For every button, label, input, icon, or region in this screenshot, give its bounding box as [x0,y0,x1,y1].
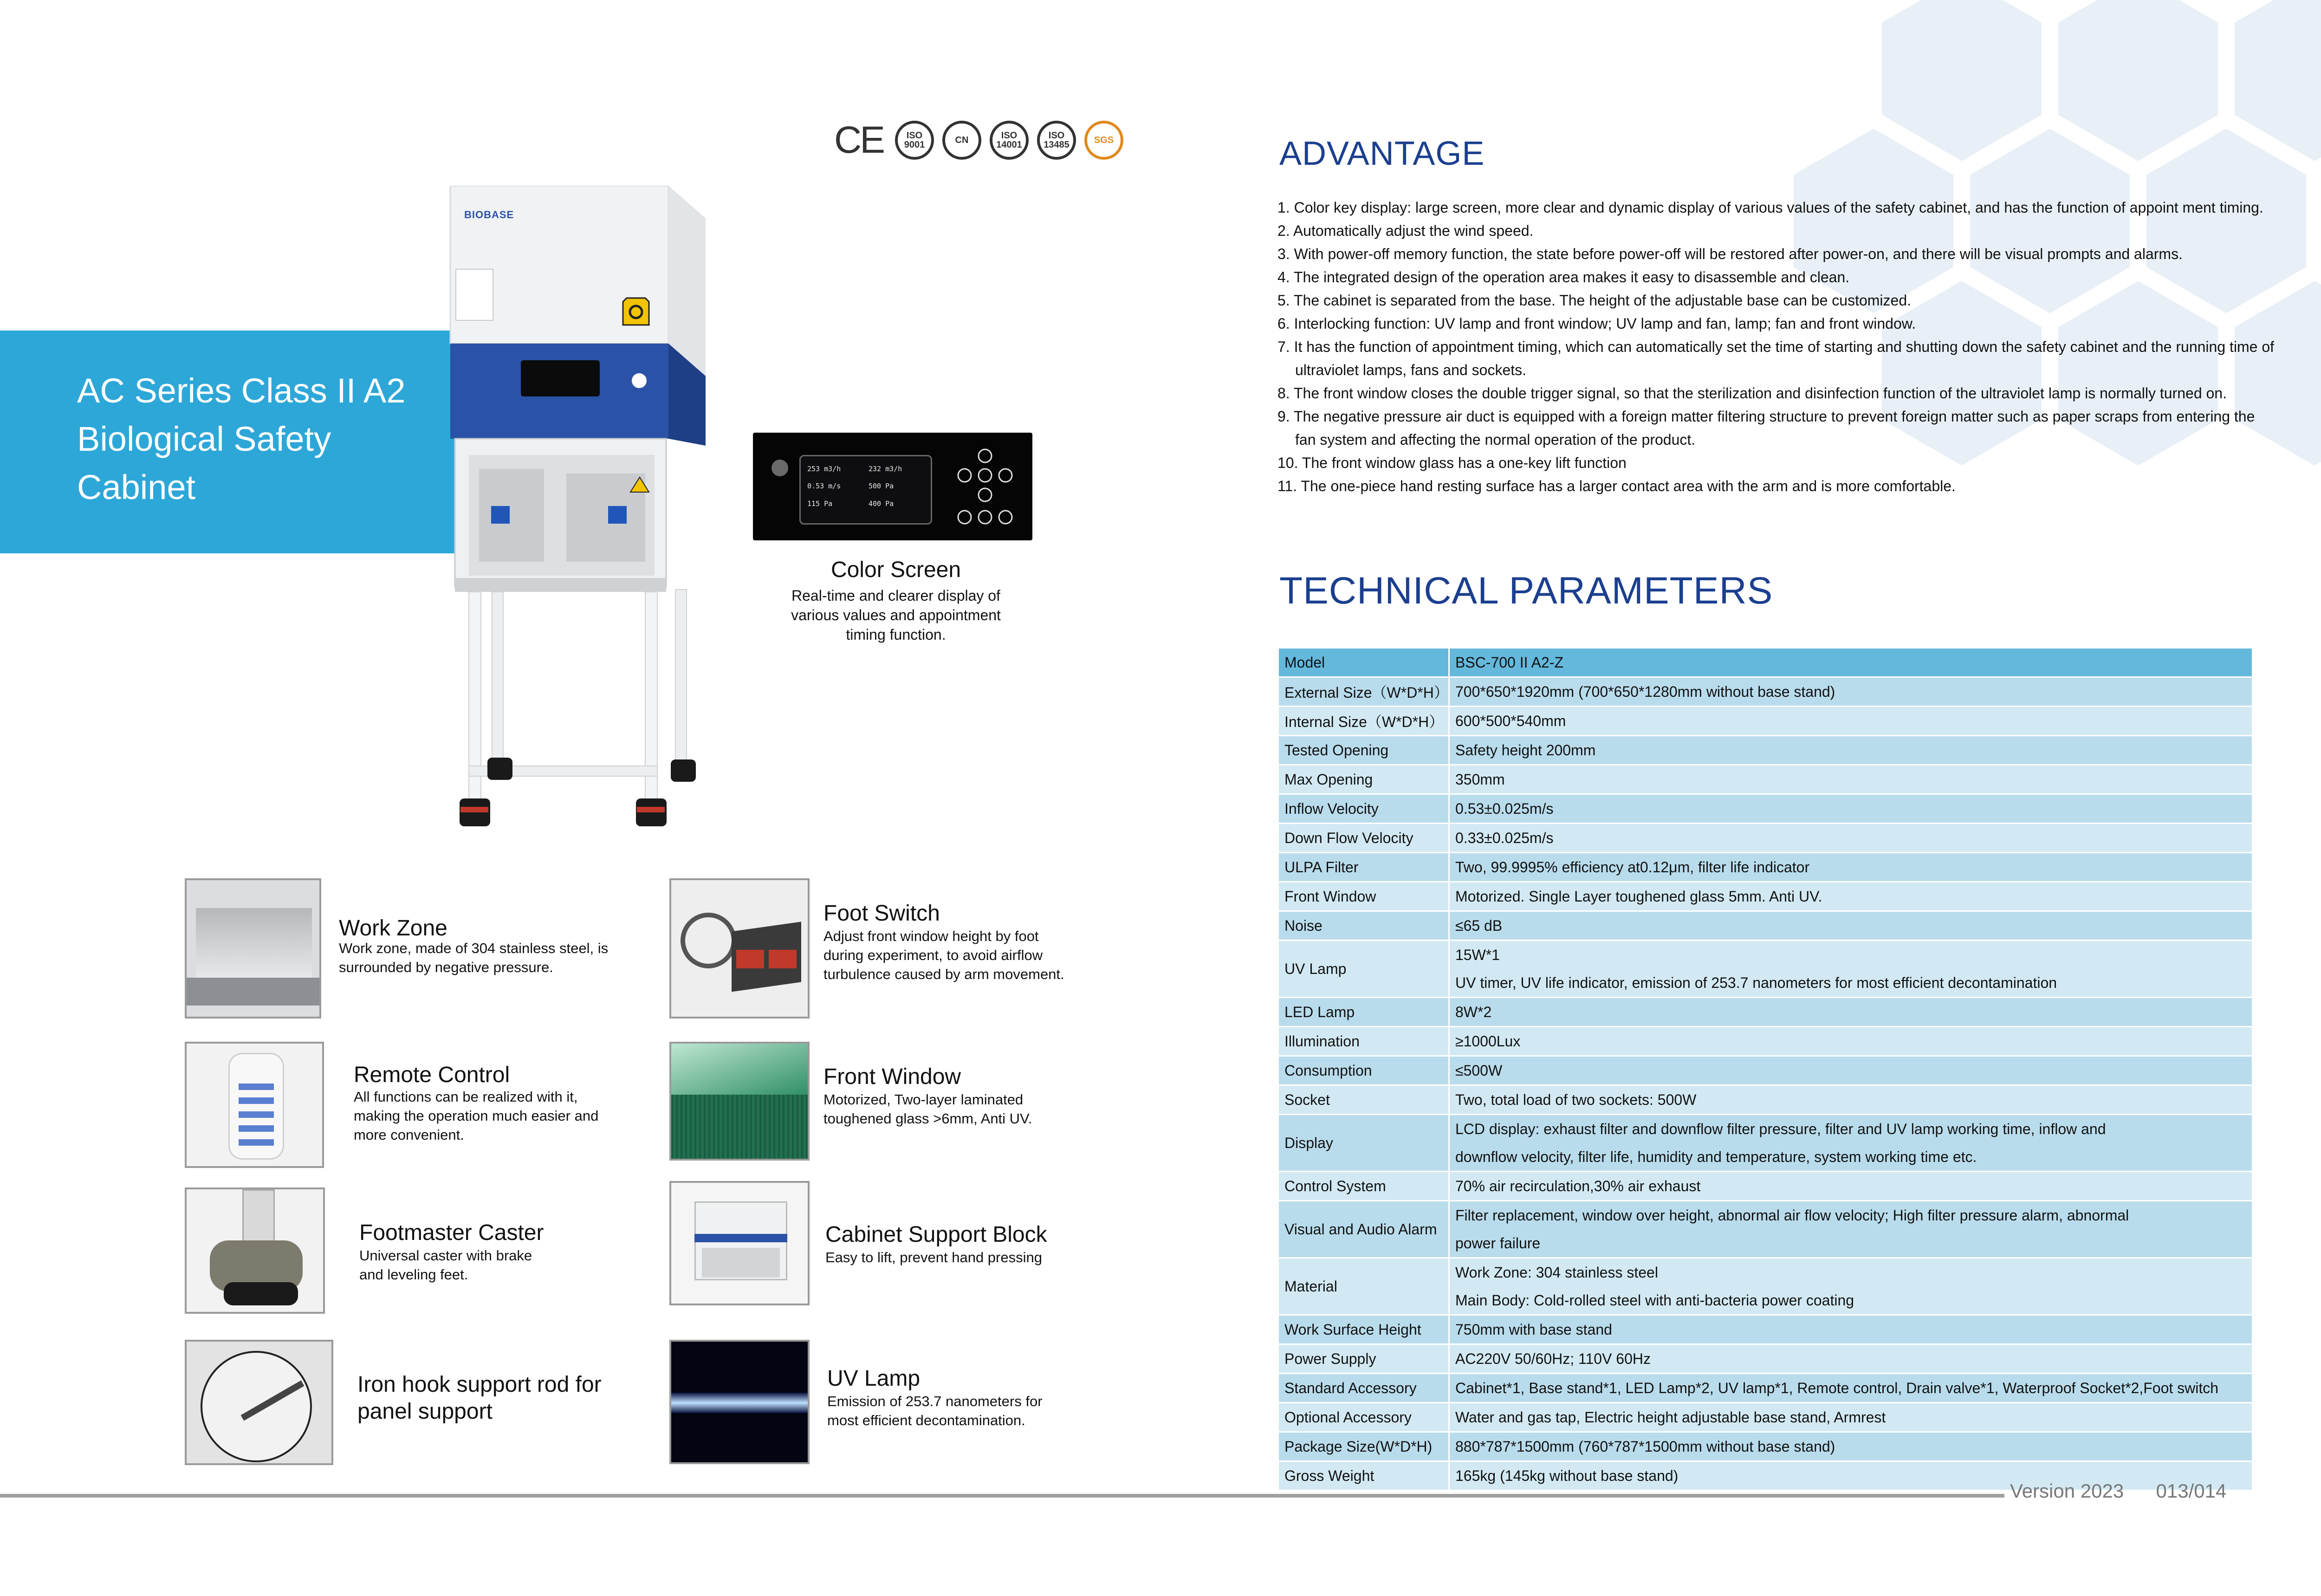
indicator-dot-icon [772,460,788,476]
advantage-item: 4. The integrated design of the operation area makes it easy to disassemble and clean. [1277,269,1850,285]
param-value-line: Main Body: Cold-rolled steel with anti-bacteria power coating [1455,1292,1854,1309]
param-value-line: 15W*1 [1455,947,1500,963]
feature-desc: Adjust front window height by foot during experiment, to avoid airflow turbulence caused by arm movement. [823,928,1064,982]
param-value [1449,1344,2253,1374]
param-label: Optional Accessory [1278,1403,1449,1432]
param-row [1278,941,2253,998]
lcd-readout: 232 m3/h [869,465,902,473]
feature-desc: Emission of 253.7 nanometers for most efficient decontamination. [827,1393,1043,1428]
param-label: Visual and Audio Alarm [1278,1201,1449,1258]
param-value [1449,1315,2253,1344]
front-window-image [669,1042,810,1161]
feature-desc: Work zone, made of 304 stainless steel, is surrounded by negative pressure. [339,940,609,975]
advantage-item: 3. With power-off memory function, the state before power-off will be restored after power-on, and there will be visual prompts and alarms. [1277,246,2183,262]
feature-title: Remote Control [354,1063,510,1087]
advantage-item: 8. The front window closes the double trigger signal, so that the sterilization and disinfection function of the ultraviolet lamp is normally turned on. [1277,385,2227,402]
param-label: Control System [1278,1172,1449,1201]
param-label: Tested Opening [1278,736,1449,765]
param-value-line: 8W*2 [1455,1004,1492,1020]
advantage-item: 6. Interlocking function: UV lamp and front window; UV lamp and fan, lamp; fan and front window. [1277,315,1916,332]
param-value [1449,1115,2253,1172]
param-label: ULPA Filter [1278,853,1449,882]
advantage-item: 1. Color key display: large screen, more clear and dynamic display of various values of the safety cabinet, and has the function of appoint ment timing. [1277,199,2263,216]
param-row [1278,882,2253,911]
param-value [1449,911,2253,941]
param-row [1278,1403,2253,1432]
advantage-item: 10. The front window glass has a one-key lift function [1277,454,1627,471]
param-value [1449,765,2253,794]
param-value [1449,882,2253,911]
param-row [1278,998,2253,1027]
param-value [1449,1374,2253,1403]
advantage-list [1277,196,2276,498]
param-row [1278,736,2253,765]
param-value [1449,1201,2253,1258]
param-row [1278,1172,2253,1201]
advantage-item: 2. Automatically adjust the wind speed. [1277,222,1534,239]
param-value [1449,707,2253,736]
param-row [1278,1201,2253,1258]
color-screen-title: Color Screen [830,558,961,582]
param-value-line: LCD display: exhaust filter and downflow filter pressure, filter and UV lamp working time, inflow and [1455,1121,2106,1137]
param-label: Illumination [1278,1027,1449,1056]
param-value-line: ≥1000Lux [1455,1033,1521,1050]
feature-title: Iron hook support rod for panel support [357,1372,602,1424]
title-line-2: Biological Safety [77,420,331,458]
feature-title: UV Lamp [827,1366,921,1391]
param-row [1278,824,2253,853]
iso13485-seal-icon: ISO 13485 [1037,121,1076,160]
param-label: Down Flow Velocity [1278,824,1449,853]
param-row [1278,765,2253,794]
feature-title: Footmaster Caster [359,1220,544,1245]
support-block-image [669,1181,810,1305]
color-screen-desc: Real-time and clearer display of various values and appointment timing function. [791,587,1001,643]
param-row [1278,1027,2253,1056]
certification-logos [831,117,1123,163]
uv-lamp-image [669,1340,810,1464]
feature-title: Front Window [823,1064,961,1089]
version-text: Version 2023 [2010,1480,2124,1502]
param-row [1278,1432,2253,1461]
param-label: Max Opening [1278,765,1449,794]
param-value [1449,1258,2253,1315]
page-numbers: 013/014 [2156,1480,2227,1502]
param-row [1278,1115,2253,1172]
param-value [1449,1432,2253,1461]
param-value [1449,677,2253,707]
product-title [77,367,405,512]
param-row [1278,648,2253,677]
param-label: Standard Accessory [1278,1374,1449,1403]
param-value [1449,1403,2253,1432]
param-value-line: ≤500W [1455,1062,1503,1079]
param-row [1278,1374,2253,1403]
iron-hook-image [185,1340,333,1465]
advantage-item: 11. The one-piece hand resting surface has a larger contact area with the arm and is more comfortable. [1277,478,1956,494]
advantage-item: 9. The negative pressure air duct is equipped with a foreign matter filtering structure to prevent foreign matter such as paper scraps from entering the fan system and affecting the normal operation of the product. [1277,408,2255,448]
param-value [1449,736,2253,765]
param-label: Noise [1278,911,1449,941]
param-value-line: 600*500*540mm [1455,713,1566,729]
footer-divider [0,1494,2004,1498]
cn-quality-seal-icon: CN [942,121,981,160]
param-value-line: 350mm [1455,771,1505,788]
param-label: Package Size(W*D*H) [1278,1432,1449,1461]
lcd-readout: 500 Pa [869,482,894,491]
param-value-line: 750mm with base stand [1455,1321,1612,1338]
param-value-line: Safety height 200mm [1455,742,1596,759]
feature-title: Cabinet Support Block [825,1222,1047,1247]
param-value [1449,794,2253,824]
brand-logo: BIOBASE [464,209,514,221]
param-label: Consumption [1278,1056,1449,1085]
param-value-line: AC220V 50/60Hz; 110V 60Hz [1455,1350,1651,1367]
feature-desc: Easy to lift, prevent hand pressing [825,1249,1042,1265]
param-value-line: downflow velocity, filter life, humidity and temperature, system working time etc. [1455,1148,1977,1165]
param-label: External Size（W*D*H） [1278,677,1449,707]
param-value [1449,941,2253,998]
param-label: UV Lamp [1278,941,1449,998]
advantage-heading: ADVANTAGE [1279,135,1485,172]
iso9001-seal-icon: ISO 9001 [895,121,934,160]
param-value-line: power failure [1455,1235,1541,1252]
param-label: Work Surface Height [1278,1315,1449,1344]
param-label: Front Window [1278,882,1449,911]
param-label: Gross Weight [1278,1461,1449,1491]
param-row [1278,1085,2253,1115]
param-label: Model [1278,648,1449,677]
lcd-screen [799,455,932,525]
param-value-line: Cabinet*1, Base stand*1, LED Lamp*2, UV lamp*1, Remote control, Drain valve*1, Waterproof Socket*2,Foot switch [1455,1380,2219,1396]
param-value-line: Work Zone: 304 stainless steel [1455,1264,1658,1281]
remote-control-image [185,1042,324,1168]
feature-title: Work Zone [339,916,447,941]
param-row [1278,1315,2253,1344]
param-value-line: Motorized. Single Layer toughened glass 5mm. Anti UV. [1455,888,1822,905]
param-label: Internal Size（W*D*H） [1278,707,1449,736]
feature-desc: All functions can be realized with it, making the operation much easier and more convenient. [354,1089,599,1143]
param-value-line: 880*787*1500mm (760*787*1500mm without base stand) [1455,1438,1835,1455]
footer-version [2010,1480,2226,1502]
param-row [1278,1258,2253,1315]
title-line-1: AC Series Class II A2 [77,371,406,410]
param-value-line: 0.53±0.025m/s [1455,800,1554,817]
param-value [1449,1085,2253,1115]
param-value-line: Two, 99.9995% efficiency at0.12μm, filter life indicator [1455,859,1810,876]
param-value [1449,998,2253,1027]
lcd-readout: 253 m3/h [807,465,841,473]
param-value-line: UV timer, UV life indicator, emission of 253.7 nanometers for most efficient decontamination [1455,974,2057,991]
iso14001-seal-icon: ISO 14001 [990,121,1029,160]
param-value-line: Water and gas tap, Electric height adjustable base stand, Armrest [1455,1409,1886,1426]
panel-buttons-icon [943,442,1027,535]
work-zone-image [185,878,321,1019]
param-label: Inflow Velocity [1278,794,1449,824]
caster-image [185,1187,325,1314]
param-row [1278,1056,2253,1085]
param-row [1278,794,2253,824]
param-value-line: 70% air recirculation,30% air exhaust [1455,1178,1701,1194]
feature-desc: Universal caster with brake and leveling feet. [359,1247,532,1283]
param-row [1278,1344,2253,1374]
tech-params-table [1277,647,2253,1491]
param-row [1278,707,2253,736]
param-value-line: Two, total load of two sockets: 500W [1455,1091,1697,1108]
param-row [1278,677,2253,707]
param-value-line: BSC-700 II A2-Z [1455,654,1563,671]
param-value-line: ≤65 dB [1455,917,1503,934]
param-value [1449,1172,2253,1201]
param-value [1449,824,2253,853]
lcd-readout: 400 Pa [869,499,894,508]
param-value-line: 700*650*1920mm (700*650*1280mm without base stand) [1455,683,1835,700]
advantage-item: 7. It has the function of appointment timing, which can automatically set the time of starting and shutting down the safety cabinet and the running time of ultraviolet lamps, fans and sockets. [1277,338,2275,378]
feature-title: Foot Switch [823,901,940,926]
ce-mark-icon: CE [834,119,883,161]
param-value [1449,1027,2253,1056]
feature-desc: Motorized, Two-layer laminated toughened glass >6mm, Anti UV. [823,1091,1032,1127]
param-label: Power Supply [1278,1344,1449,1374]
param-value-line: 165kg (145kg without base stand) [1455,1467,1679,1484]
param-label: Socket [1278,1085,1449,1115]
param-label: Display [1278,1115,1449,1172]
tech-params-heading: TECHNICAL PARAMETERS [1279,570,1773,612]
cabinet-image [441,186,738,863]
param-label: LED Lamp [1278,998,1449,1027]
color-screen-image [753,433,1032,540]
param-value [1449,1056,2253,1085]
param-value [1449,648,2253,677]
lcd-readout: 0.53 m/s [807,482,841,491]
lcd-readout: 115 Pa [807,499,833,508]
param-value-line: Filter replacement, window over height, abnormal air flow velocity; High filter pressure alarm, abnormal [1455,1207,2129,1224]
param-label: Material [1278,1258,1449,1315]
param-row [1278,853,2253,882]
foot-switch-image [669,878,810,1019]
advantage-item: 5. The cabinet is separated from the base. The height of the adjustable base can be customized. [1277,292,1912,309]
param-row [1278,911,2253,941]
param-value [1449,853,2253,882]
title-line-3: Cabinet [77,468,196,506]
sgs-seal-icon: SGS [1084,121,1123,160]
param-value-line: 0.33±0.025m/s [1455,830,1554,846]
